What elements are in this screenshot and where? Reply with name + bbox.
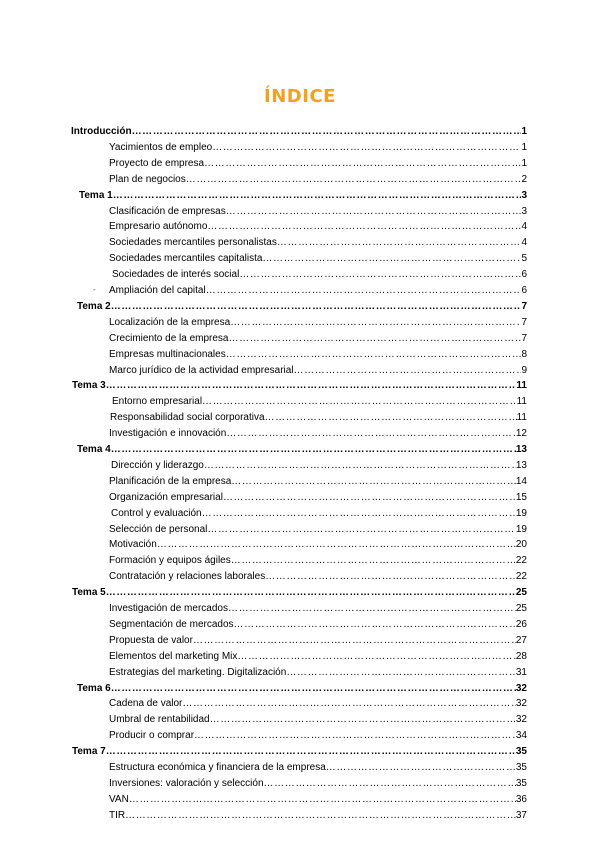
toc-label: Investigación de mercados [109,603,228,614]
toc-label: Proyecto de empresa [109,157,205,169]
toc-leader-dots [204,460,516,472]
toc-page-number: 1 [521,141,527,153]
toc-leader-dots [111,444,516,456]
toc-page-number: 15 [515,491,527,503]
bullet-mark: - [93,285,96,294]
toc-page-number: 32 [515,714,527,726]
toc-leader-dots [206,285,522,297]
toc-page-number: 4 [521,221,527,233]
toc-page-number: 7 [521,332,527,344]
toc-label: Umbral de rentabilidad [109,714,210,726]
toc-entry [111,457,527,472]
toc-label: Tema 2 [77,300,111,312]
toc-entry [109,346,527,361]
toc-page-number: 20 [515,539,527,551]
toc-label: Sociedades mercantiles personalistas [109,237,277,249]
toc-entry [109,727,527,742]
toc-page-number: 19 [515,523,527,535]
toc-entry [109,807,527,822]
toc-leader-dots [286,667,516,679]
toc-label: Sociedades de interés social [112,269,240,281]
toc-entry [109,203,527,218]
toc-page-number: 6 [521,285,527,296]
toc-entry [109,155,527,170]
toc-leader-dots [265,412,517,424]
toc-entry [109,791,527,806]
toc-page-number: 28 [515,650,527,662]
toc-leader-dots [237,651,515,663]
toc-entry [109,425,527,440]
toc-page-number: 35 [515,746,527,758]
toc-entry [109,759,527,774]
toc-label: Planificación de la empresa [109,475,232,487]
toc-label: Formación y equipos ágiles [109,555,231,567]
toc-page-number: 13 [515,459,527,471]
toc-page-number: 32 [515,682,527,694]
toc-label: Tema 5 [72,587,106,599]
toc-leader-dots [210,714,516,726]
toc-entry [109,521,527,536]
toc-page-number: 25 [515,603,527,614]
toc-leader-dots [106,746,516,758]
toc-leader-dots [265,571,516,583]
toc-entry [109,552,527,567]
toc-leader-dots [129,794,516,806]
toc-leader-dots [194,730,516,742]
toc-leader-dots [113,190,522,202]
toc-page-number: 22 [515,571,527,583]
toc-leader-dots [193,635,516,647]
toc-page-number: 9 [521,364,527,376]
toc-leader-dots [226,349,522,361]
toc-page-number: 6 [521,269,527,281]
toc-leader-dots [212,142,521,154]
toc-page-number: 32 [515,698,527,710]
toc-label: Marco jurídico de la actividad empresarial [109,364,294,376]
toc-entry [109,648,527,663]
toc-entry [109,632,527,647]
toc-page-number: 25 [515,587,527,599]
toc-leader-dots [106,587,516,599]
toc-heading [77,441,527,456]
toc-label: TIR [109,809,126,821]
toc-page-number: 4 [521,237,527,249]
toc-entry [109,600,527,615]
toc-page-number: 7 [521,300,527,312]
toc-entry [112,266,527,281]
toc-label: Introducción [71,126,132,137]
toc-label: Localización de la empresa [109,316,231,328]
toc-heading [72,584,527,599]
toc-label: Investigación e innovación [109,428,227,440]
toc-label: Tema 1 [79,189,113,201]
toc-entry [109,536,527,551]
toc-page-number: 11 [516,396,527,408]
toc-entry [109,330,527,345]
toc-leader-dots [182,698,515,710]
toc-heading [71,123,527,138]
toc-page-number: 27 [515,634,527,646]
toc-label: Empresas multinacionales [109,348,226,360]
toc-label: Tema 4 [77,444,111,455]
toc-leader-dots [226,428,516,440]
toc-page-number: 7 [521,316,527,328]
toc-entry [109,664,527,679]
toc-label: VAN [109,793,129,805]
toc-entry [109,489,527,504]
toc-page-number: 19 [515,507,527,519]
toc-entry [109,695,527,710]
toc-leader-dots [186,174,522,186]
toc-heading [77,298,527,313]
toc-page-number: 14 [515,475,527,487]
toc-page-number: 31 [515,666,527,678]
toc-entry [110,409,527,424]
toc-label: Producir o comprar [109,730,195,742]
toc-entry [109,362,527,377]
toc-entry [109,171,527,186]
toc-label: Selección de personal [109,523,208,535]
toc-label: Cadena de valor [109,698,183,710]
toc-leader-dots [226,206,522,218]
toc-label: Propuesta de valor [109,634,193,646]
toc-page-number: 26 [515,618,527,630]
toc-label: Responsabilidad social corporativa [110,412,265,424]
toc-leader-dots [234,619,516,631]
toc-entry [112,393,527,408]
toc-heading [77,680,527,695]
toc-label: Clasificación de empresas [109,205,226,217]
toc-label: Entorno empresarial [112,396,203,408]
toc-page-number: 37 [515,809,527,821]
toc-label: Tema 6 [77,682,111,694]
toc-leader-dots [106,380,517,392]
toc-label: Crecimiento de la empresa [109,332,229,344]
toc-label: Contratación y relaciones laborales [109,571,266,583]
toc-label: Segmentación de mercados [109,618,234,630]
toc-entry [109,250,527,265]
toc-label: Estructura económica y financiera de la empresa [109,762,326,773]
toc-entry [111,505,527,520]
toc-entry [109,568,527,583]
toc-leader-dots [277,237,522,249]
toc-page-number: 3 [521,205,527,217]
toc-leader-dots [157,539,516,551]
toc-leader-dots [229,333,522,345]
toc-leader-dots [239,269,521,281]
toc-label: Plan de negocios [109,173,186,185]
toc-page-number: 1 [521,126,527,137]
toc-page-number: 11 [516,380,527,392]
toc-heading [72,743,527,758]
toc-label: Organización empresarial [109,491,223,503]
toc-page-number: 36 [515,793,527,805]
toc-entry [109,775,527,790]
toc-leader-dots [262,253,521,265]
toc-leader-dots [294,365,522,377]
toc-page-number: 3 [521,189,527,201]
toc-leader-dots [132,126,522,138]
toc-heading [72,377,527,392]
toc-leader-dots [207,524,515,536]
toc-leader-dots [204,158,521,170]
toc-label: Motivación [109,539,157,551]
toc-entry [109,711,527,726]
toc-page-number: 22 [515,555,527,567]
toc-leader-dots [125,810,516,822]
toc-leader-dots [231,555,516,567]
toc-label: Tema 7 [72,746,106,758]
toc-entry [109,473,527,488]
toc-page-number: 13 [515,444,527,455]
toc-page-number: 12 [515,428,527,440]
toc-label: Estrategias del marketing. Digitalización [109,666,287,678]
toc-label: Yacimientos de empleo [109,141,213,153]
toc-entry [109,282,527,297]
toc-leader-dots [202,508,516,520]
toc-page-number: 11 [516,412,527,424]
toc-label: Control y evaluación [111,507,202,519]
toc-page-number: 5 [521,253,527,265]
toc-label: Inversiones: valoración y selección [109,777,264,789]
toc-leader-dots [223,492,516,504]
toc-entry [109,234,527,249]
toc-leader-dots [228,603,516,615]
toc-label: Sociedades mercantiles capitalista [109,253,263,265]
toc-leader-dots [202,396,517,408]
toc-label: Tema 3 [72,380,106,392]
page-title: ÍNDICE [264,86,336,107]
toc-leader-dots [264,778,516,790]
toc-page-number: 35 [515,762,527,773]
toc-entry [109,616,527,631]
toc-heading [79,187,527,202]
toc-label: Dirección y liderazgo [111,459,204,471]
toc-page-number: 34 [515,730,527,742]
toc-leader-dots [230,317,521,329]
toc-leader-dots [111,683,516,695]
toc-page-number: 8 [521,348,527,360]
toc-entry [109,314,527,329]
toc-entry [109,139,527,154]
toc-leader-dots [231,476,516,488]
toc-page-number: 1 [521,157,527,169]
toc-entry [109,218,527,233]
toc-label: Empresario autónomo [109,221,208,233]
toc-page-number: 35 [515,777,527,789]
toc-label: Elementos del marketing Mix [109,650,238,662]
toc-label: Ampliación del capital [109,285,206,296]
toc-page-number: 2 [521,173,527,185]
toc-leader-dots [207,221,521,233]
toc-leader-dots [326,762,516,774]
toc-leader-dots [111,301,522,313]
